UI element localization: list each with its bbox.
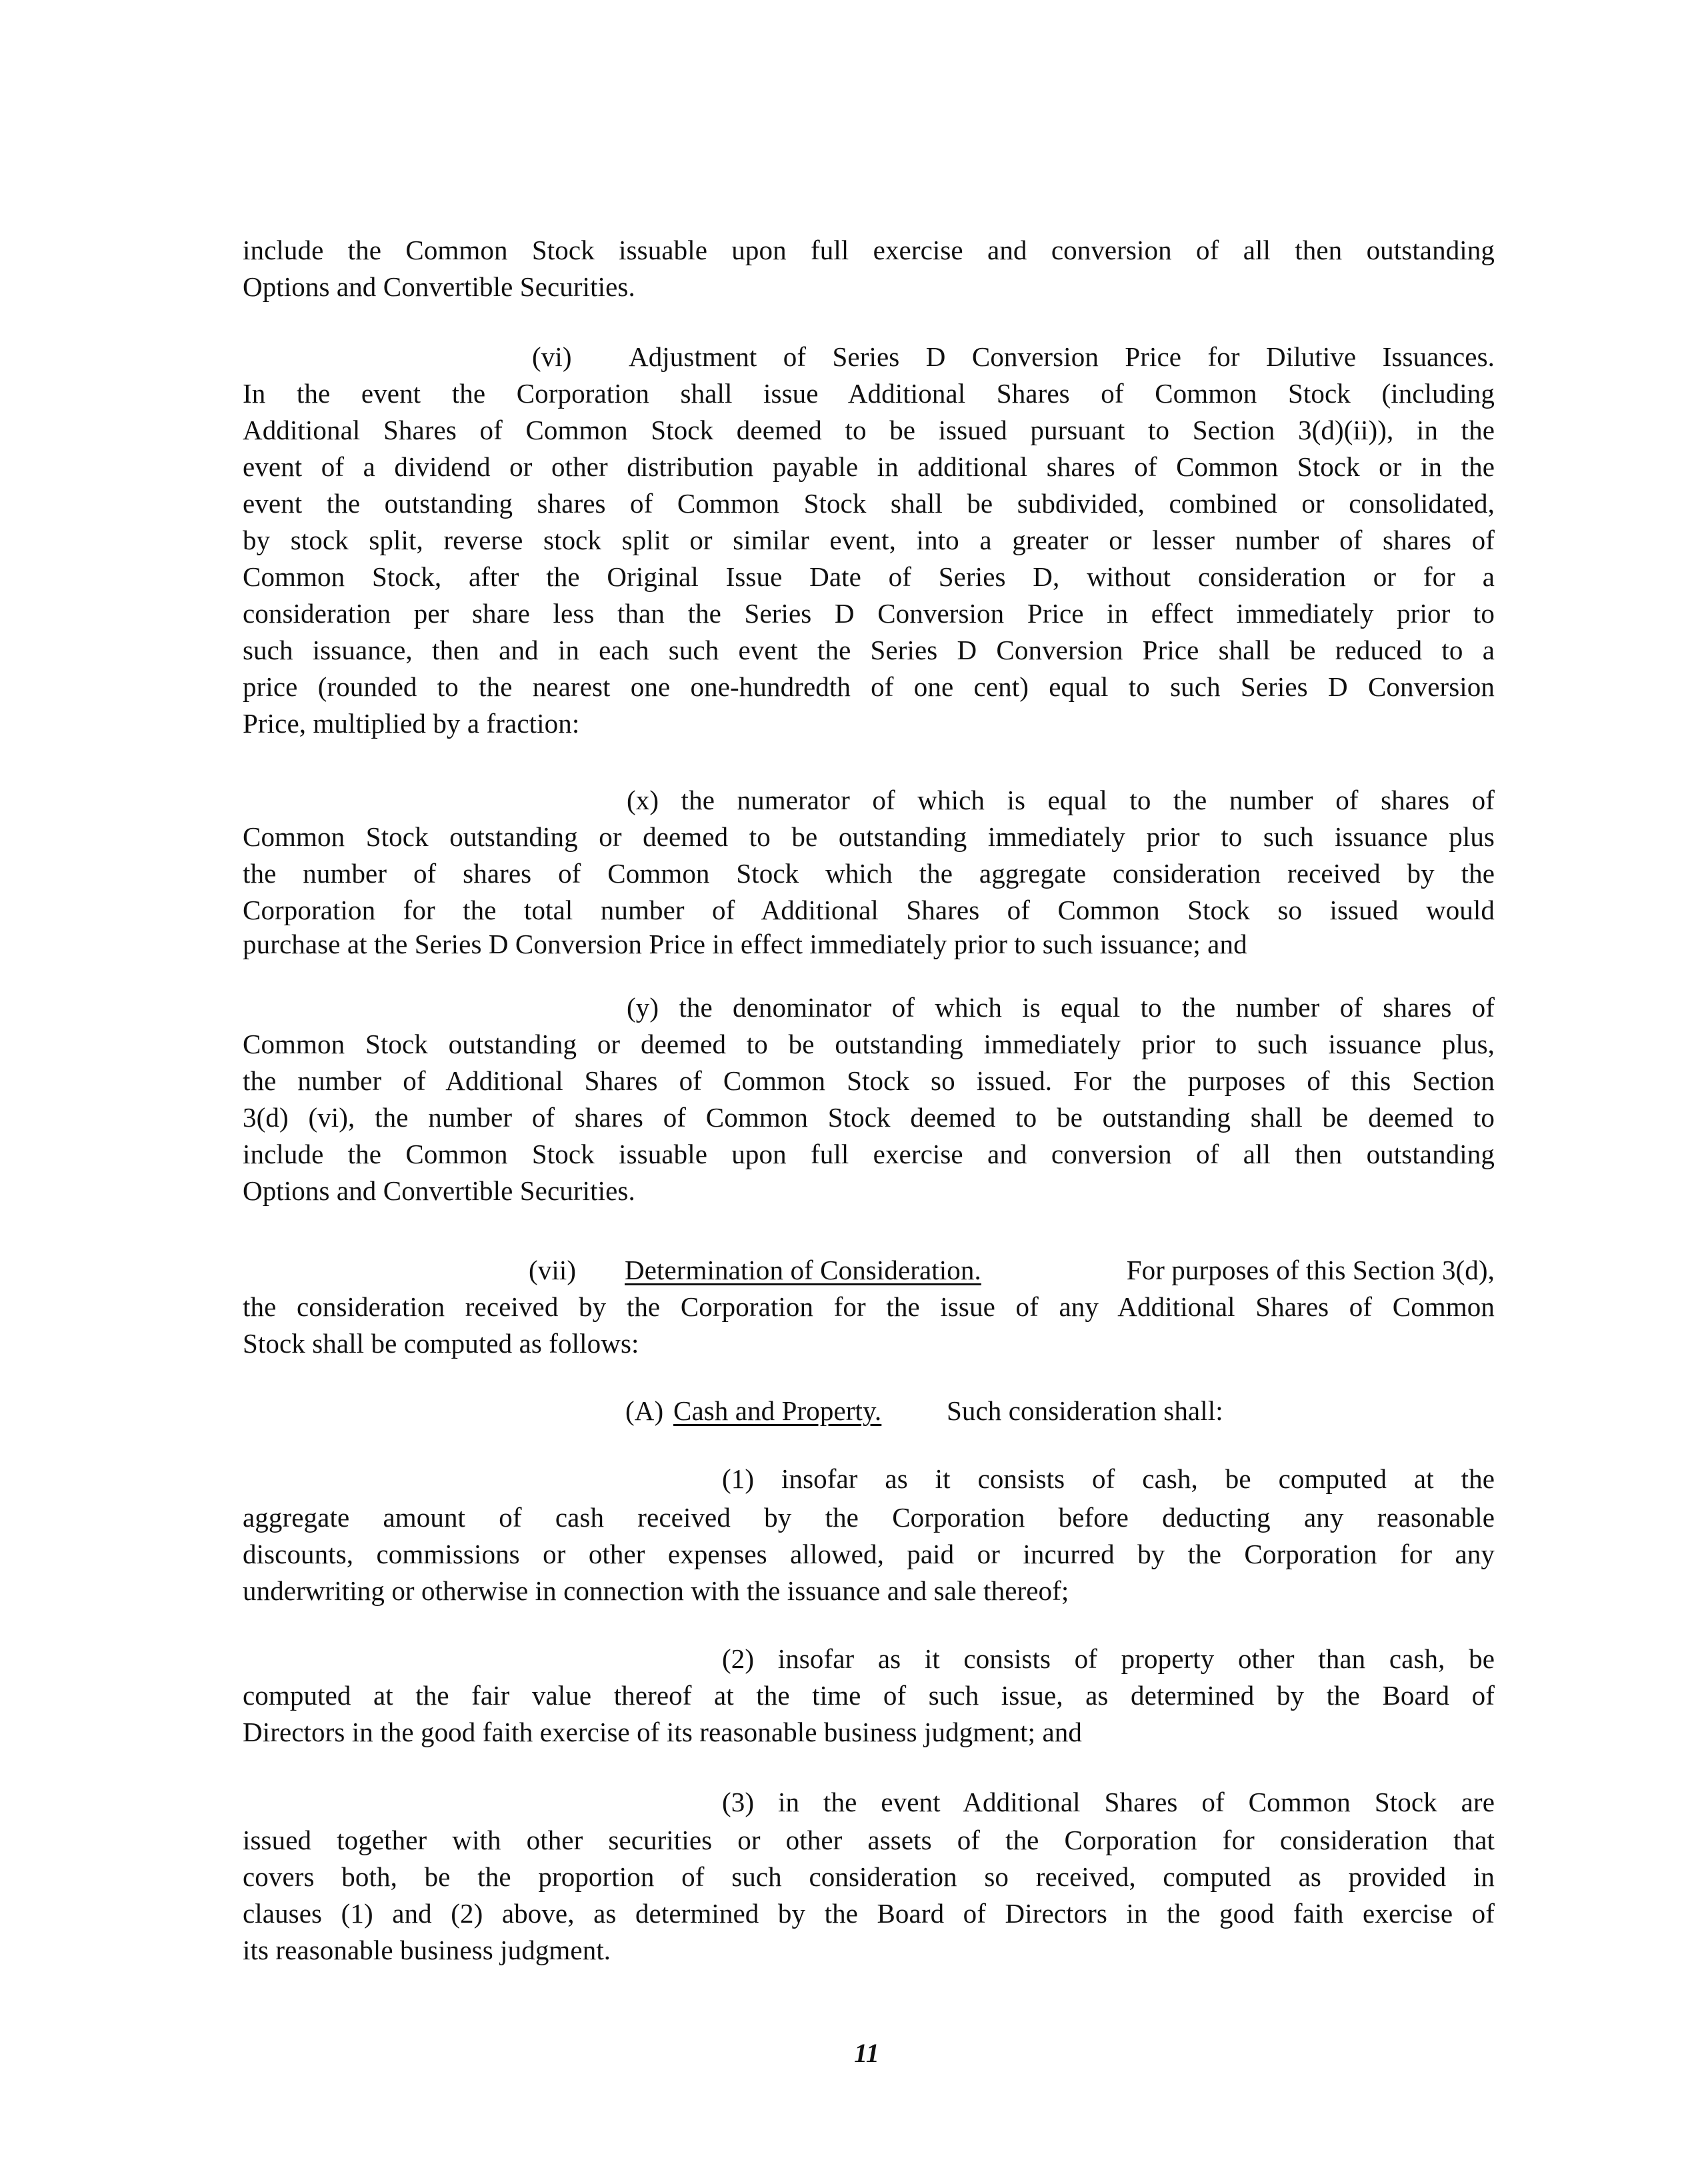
text-line: computed at the fair value thereof at the time of such issue, as determined by the Board of	[243, 1680, 1495, 1711]
section-vii-title: Determination of Consideration.	[625, 1255, 981, 1285]
text-line: Additional Shares of Common Stock deemed to be issued pursuant to Section 3(d)(ii)), in the	[243, 415, 1495, 445]
text-line: discounts, commissions or other expenses allowed, paid or incurred by the Corporation for any	[243, 1539, 1495, 1569]
text-line: Directors in the good faith exercise of its reasonable business judgment; and	[243, 1717, 1083, 1747]
text-line: (x) the numerator of which is equal to the number of shares of	[627, 785, 1495, 815]
text-line: Options and Convertible Securities.	[243, 271, 635, 302]
text-line: Price, multiplied by a fraction:	[243, 708, 580, 739]
text-line: (y) the denominator of which is equal to the number of shares of	[627, 992, 1495, 1023]
text-line: the consideration received by the Corporation for the issue of any Additional Shares of Common	[243, 1291, 1495, 1322]
text-line: include the Common Stock issuable upon full exercise and conversion of all then outstanding	[243, 1139, 1495, 1169]
text-line: aggregate amount of cash received by the Corporation before deducting any reasonable	[243, 1502, 1495, 1533]
text-line: (3) in the event Additional Shares of Common Stock are	[722, 1787, 1495, 1817]
text-line: covers both, be the proportion of such consideration so received, computed as provided in	[243, 1861, 1495, 1892]
text-line: (1) insofar as it consists of cash, be computed at the	[722, 1463, 1495, 1494]
text-line: the number of shares of Common Stock which the aggregate consideration received by the	[243, 858, 1495, 889]
text-line: Stock shall be computed as follows:	[243, 1328, 639, 1359]
text-line: include the Common Stock issuable upon full exercise and conversion of all then outstanding	[243, 235, 1495, 265]
text-line: consideration per share less than the Series D Conversion Price in effect immediately prior to	[243, 598, 1495, 629]
text-line: its reasonable business judgment.	[243, 1935, 611, 1965]
section-vii-intro: For purposes of this Section 3(d),	[1126, 1255, 1495, 1285]
text-line: event of a dividend or other distribution payable in additional shares of Common Stock or in the	[243, 451, 1495, 482]
text-line: In the event the Corporation shall issue Additional Shares of Common Stock (including	[243, 378, 1495, 409]
text-line: (2) insofar as it consists of property other than cash, be	[722, 1643, 1495, 1674]
text-line: 3(d) (vi), the number of shares of Common Stock deemed to be outstanding shall be deemed to	[243, 1102, 1495, 1133]
text-line: Corporation for the total number of Additional Shares of Common Stock so issued would	[243, 895, 1495, 925]
text-line: purchase at the Series D Conversion Price in effect immediately prior to such issuance; and	[243, 929, 1247, 959]
text-line: price (rounded to the nearest one one-hundredth of one cent) equal to such Series D Conversion	[243, 671, 1495, 702]
text-line: by stock split, reverse stock split or similar event, into a greater or lesser number of shares of	[243, 525, 1495, 555]
subsection-a-intro: Such consideration shall:	[947, 1395, 1223, 1426]
subsection-a-label: (A)	[625, 1395, 664, 1426]
page-number: 11	[854, 2038, 879, 2068]
text-line: such issuance, then and in each such event the Series D Conversion Price shall be reduced to a	[243, 635, 1495, 665]
text-line: the number of Additional Shares of Common Stock so issued. For the purposes of this Section	[243, 1065, 1495, 1096]
section-vi-label: (vi)	[532, 341, 572, 372]
text-line: Options and Convertible Securities.	[243, 1175, 635, 1206]
text-line: issued together with other securities or other assets of the Corporation for consideration that	[243, 1825, 1495, 1855]
section-vi-title: Adjustment of Series D Conversion Price for Dilutive Issuances.	[629, 341, 1495, 372]
text-line: event the outstanding shares of Common Stock shall be subdivided, combined or consolidated,	[243, 488, 1495, 519]
text-line: Common Stock outstanding or deemed to be outstanding immediately prior to such issuance plus	[243, 821, 1495, 852]
subsection-a-title: Cash and Property.	[673, 1395, 882, 1426]
text-line: underwriting or otherwise in connection with the issuance and sale thereof;	[243, 1575, 1069, 1606]
text-line: clauses (1) and (2) above, as determined by the Board of Directors in the good faith exercise of	[243, 1898, 1495, 1929]
text-line: Common Stock outstanding or deemed to be outstanding immediately prior to such issuance plus,	[243, 1029, 1495, 1059]
text-line: Common Stock, after the Original Issue Date of Series D, without consideration or for a	[243, 561, 1495, 592]
section-vii-label: (vii)	[529, 1255, 577, 1285]
